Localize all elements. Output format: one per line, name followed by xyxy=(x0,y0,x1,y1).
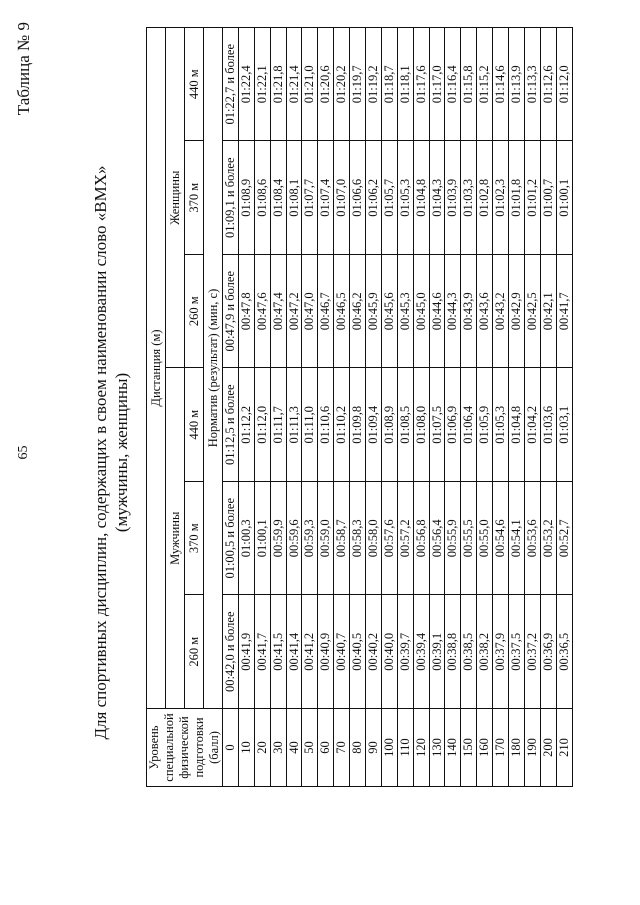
table-row xyxy=(366,28,382,787)
result-cell: 01:00,3 xyxy=(238,482,254,596)
header-distance-cell: 370 м xyxy=(185,141,204,255)
result-cell: 01:08,9 xyxy=(238,141,254,255)
header-row-norm xyxy=(204,28,223,787)
result-cell: 01:11,0 xyxy=(302,368,318,482)
result-cell: 01:00,5 и более xyxy=(223,482,239,596)
result-cell: 00:40,5 xyxy=(350,595,366,709)
result-cell: 01:01,2 xyxy=(524,141,540,255)
result-cell: 01:08,0 xyxy=(413,368,429,482)
table-row xyxy=(477,28,493,787)
level-cell: 50 xyxy=(302,709,318,787)
table-row xyxy=(524,28,540,787)
table-row xyxy=(509,28,525,787)
result-cell: 01:15,2 xyxy=(477,28,493,142)
table-row xyxy=(461,28,477,787)
result-cell: 01:13,3 xyxy=(524,28,540,142)
table-row xyxy=(286,28,302,787)
table-row xyxy=(223,28,239,787)
result-cell: 01:08,9 xyxy=(381,368,397,482)
result-cell: 01:22,4 xyxy=(238,28,254,142)
result-cell: 00:47,6 xyxy=(254,255,270,369)
result-cell: 01:04,8 xyxy=(509,368,525,482)
result-cell: 00:41,7 xyxy=(556,255,572,369)
result-cell: 01:02,3 xyxy=(493,141,509,255)
result-cell: 00:58,7 xyxy=(334,482,350,596)
header-row-distances xyxy=(185,28,204,787)
result-cell: 01:22,7 и более xyxy=(223,28,239,142)
result-cell: 00:47,2 xyxy=(286,255,302,369)
result-cell: 01:01,8 xyxy=(509,141,525,255)
result-cell: 01:21,0 xyxy=(302,28,318,142)
level-cell: 210 xyxy=(556,709,572,787)
level-cell: 190 xyxy=(524,709,540,787)
result-cell: 01:03,9 xyxy=(445,141,461,255)
level-cell: 170 xyxy=(493,709,509,787)
result-cell: 01:07,4 xyxy=(318,141,334,255)
result-cell: 00:42,0 и более xyxy=(223,595,239,709)
result-cell: 01:21,8 xyxy=(270,28,286,142)
level-cell: 120 xyxy=(413,709,429,787)
result-cell: 01:22,1 xyxy=(254,28,270,142)
result-cell: 00:47,4 xyxy=(270,255,286,369)
result-cell: 01:00,7 xyxy=(540,141,556,255)
result-cell: 00:55,0 xyxy=(477,482,493,596)
result-cell: 00:46,7 xyxy=(318,255,334,369)
result-cell: 00:39,4 xyxy=(413,595,429,709)
level-cell: 90 xyxy=(366,709,382,787)
level-cell: 70 xyxy=(334,709,350,787)
standards-table xyxy=(146,27,573,787)
result-cell: 01:21,4 xyxy=(286,28,302,142)
result-cell: 01:08,4 xyxy=(270,141,286,255)
level-cell: 180 xyxy=(509,709,525,787)
table-row xyxy=(556,28,572,787)
level-cell: 80 xyxy=(350,709,366,787)
result-cell: 00:40,9 xyxy=(318,595,334,709)
result-cell: 00:46,2 xyxy=(350,255,366,369)
result-cell: 00:44,6 xyxy=(429,255,445,369)
table-row xyxy=(254,28,270,787)
result-cell: 00:37,9 xyxy=(493,595,509,709)
result-cell: 01:11,7 xyxy=(270,368,286,482)
result-cell: 01:12,0 xyxy=(254,368,270,482)
result-cell: 00:55,5 xyxy=(461,482,477,596)
result-cell: 01:13,9 xyxy=(509,28,525,142)
result-cell: 01:15,8 xyxy=(461,28,477,142)
result-cell: 01:07,7 xyxy=(302,141,318,255)
result-cell: 00:54,1 xyxy=(509,482,525,596)
header-distance-cell: 260 м xyxy=(185,255,204,369)
result-cell: 01:05,3 xyxy=(493,368,509,482)
result-cell: 00:59,0 xyxy=(318,482,334,596)
result-cell: 01:12,2 xyxy=(238,368,254,482)
table-row xyxy=(381,28,397,787)
result-cell: 01:12,6 xyxy=(540,28,556,142)
table-row xyxy=(445,28,461,787)
result-cell: 00:53,2 xyxy=(540,482,556,596)
header-distance-cell: 440 м xyxy=(185,28,204,142)
table-row xyxy=(334,28,350,787)
result-cell: 01:07,0 xyxy=(334,141,350,255)
result-cell: 01:19,7 xyxy=(350,28,366,142)
result-cell: 01:04,8 xyxy=(413,141,429,255)
result-cell: 01:10,6 xyxy=(318,368,334,482)
level-cell: 100 xyxy=(381,709,397,787)
header-norm: Норматив (результат) (мин, с) xyxy=(204,28,223,709)
result-cell: 01:09,4 xyxy=(366,368,382,482)
header-level: Уровень специальной физической подготовки (балл) xyxy=(147,709,223,787)
table-row xyxy=(350,28,366,787)
result-cell: 00:40,0 xyxy=(381,595,397,709)
result-cell: 01:19,2 xyxy=(366,28,382,142)
table-row xyxy=(397,28,413,787)
result-cell: 00:45,6 xyxy=(381,255,397,369)
result-cell: 00:59,9 xyxy=(270,482,286,596)
result-cell: 01:06,9 xyxy=(445,368,461,482)
header-row-distance xyxy=(147,28,166,787)
table-row xyxy=(270,28,286,787)
result-cell: 00:42,9 xyxy=(509,255,525,369)
table-body xyxy=(223,28,573,787)
result-cell: 00:41,5 xyxy=(270,595,286,709)
header-distance-cell: 370 м xyxy=(185,482,204,596)
level-cell: 40 xyxy=(286,709,302,787)
result-cell: 00:47,0 xyxy=(302,255,318,369)
level-cell: 10 xyxy=(238,709,254,787)
level-cell: 150 xyxy=(461,709,477,787)
result-cell: 01:18,1 xyxy=(397,28,413,142)
result-cell: 01:12,5 и более xyxy=(223,368,239,482)
result-cell: 00:43,2 xyxy=(493,255,509,369)
result-cell: 00:56,4 xyxy=(429,482,445,596)
result-cell: 00:44,3 xyxy=(445,255,461,369)
result-cell: 00:45,9 xyxy=(366,255,382,369)
result-cell: 01:14,6 xyxy=(493,28,509,142)
result-cell: 00:40,2 xyxy=(366,595,382,709)
result-cell: 01:09,1 и более xyxy=(223,141,239,255)
heading-line-2: (мужчины, женщины) xyxy=(112,372,131,533)
table-caption: Таблица № 9 xyxy=(14,22,33,116)
result-cell: 00:39,1 xyxy=(429,595,445,709)
result-cell: 00:37,5 xyxy=(509,595,525,709)
result-cell: 00:47,8 xyxy=(238,255,254,369)
result-cell: 01:10,2 xyxy=(334,368,350,482)
result-cell: 00:36,9 xyxy=(540,595,556,709)
level-cell: 130 xyxy=(429,709,445,787)
result-cell: 00:45,0 xyxy=(413,255,429,369)
header-women: Женщины xyxy=(166,28,185,369)
result-cell: 00:39,7 xyxy=(397,595,413,709)
result-cell: 00:42,5 xyxy=(524,255,540,369)
header-row-gender xyxy=(166,28,185,787)
result-cell: 01:08,6 xyxy=(254,141,270,255)
table-row xyxy=(318,28,334,787)
result-cell: 01:05,9 xyxy=(477,368,493,482)
result-cell: 00:41,7 xyxy=(254,595,270,709)
result-cell: 00:59,6 xyxy=(286,482,302,596)
heading-line-1: Для спортивных дисциплин, содержащих в своем наименовании слово «ВМХ» xyxy=(91,165,110,740)
result-cell: 00:43,9 xyxy=(461,255,477,369)
result-cell: 00:40,7 xyxy=(334,595,350,709)
result-cell: 00:54,6 xyxy=(493,482,509,596)
result-cell: 01:18,7 xyxy=(381,28,397,142)
result-cell: 01:12,0 xyxy=(556,28,572,142)
level-cell: 60 xyxy=(318,709,334,787)
result-cell: 01:09,8 xyxy=(350,368,366,482)
result-cell: 00:52,7 xyxy=(556,482,572,596)
header-distance-cell: 440 м xyxy=(185,368,204,482)
result-cell: 01:02,8 xyxy=(477,141,493,255)
level-cell: 200 xyxy=(540,709,556,787)
result-cell: 01:04,2 xyxy=(524,368,540,482)
result-cell: 00:58,3 xyxy=(350,482,366,596)
result-cell: 01:06,6 xyxy=(350,141,366,255)
result-cell: 01:08,5 xyxy=(397,368,413,482)
result-cell: 00:41,4 xyxy=(286,595,302,709)
level-cell: 30 xyxy=(270,709,286,787)
page-number: 65 xyxy=(16,445,31,460)
result-cell: 01:05,3 xyxy=(397,141,413,255)
result-cell: 01:07,5 xyxy=(429,368,445,482)
level-cell: 110 xyxy=(397,709,413,787)
result-cell: 01:20,6 xyxy=(318,28,334,142)
level-cell: 140 xyxy=(445,709,461,787)
table-row xyxy=(238,28,254,787)
result-cell: 00:37,2 xyxy=(524,595,540,709)
result-cell: 01:17,0 xyxy=(429,28,445,142)
header-distance-cell: 260 м xyxy=(185,595,204,709)
result-cell: 01:16,4 xyxy=(445,28,461,142)
header-men: Мужчины xyxy=(166,368,185,709)
result-cell: 00:41,9 xyxy=(238,595,254,709)
result-cell: 01:11,3 xyxy=(286,368,302,482)
result-cell: 01:00,1 xyxy=(556,141,572,255)
result-cell: 00:47,9 и более xyxy=(223,255,239,369)
result-cell: 00:46,5 xyxy=(334,255,350,369)
result-cell: 01:17,6 xyxy=(413,28,429,142)
result-cell: 00:41,2 xyxy=(302,595,318,709)
result-cell: 00:55,9 xyxy=(445,482,461,596)
result-cell: 00:59,3 xyxy=(302,482,318,596)
result-cell: 00:53,6 xyxy=(524,482,540,596)
document-heading xyxy=(90,0,132,905)
result-cell: 01:08,1 xyxy=(286,141,302,255)
result-cell: 00:57,2 xyxy=(397,482,413,596)
result-cell: 01:00,1 xyxy=(254,482,270,596)
level-cell: 20 xyxy=(254,709,270,787)
result-cell: 01:03,3 xyxy=(461,141,477,255)
result-cell: 01:04,3 xyxy=(429,141,445,255)
result-cell: 00:56,8 xyxy=(413,482,429,596)
table-row xyxy=(413,28,429,787)
result-cell: 01:05,7 xyxy=(381,141,397,255)
level-cell: 160 xyxy=(477,709,493,787)
table-row xyxy=(493,28,509,787)
table-row xyxy=(429,28,445,787)
result-cell: 00:38,5 xyxy=(461,595,477,709)
result-cell: 01:20,2 xyxy=(334,28,350,142)
result-cell: 00:57,6 xyxy=(381,482,397,596)
result-cell: 00:42,1 xyxy=(540,255,556,369)
table-row xyxy=(540,28,556,787)
result-cell: 01:03,1 xyxy=(556,368,572,482)
header-distance: Дистанция (м) xyxy=(147,28,166,709)
table-row xyxy=(302,28,318,787)
result-cell: 00:36,5 xyxy=(556,595,572,709)
result-cell: 01:03,6 xyxy=(540,368,556,482)
result-cell: 00:43,6 xyxy=(477,255,493,369)
result-cell: 00:45,3 xyxy=(397,255,413,369)
result-cell: 00:58,0 xyxy=(366,482,382,596)
result-cell: 00:38,2 xyxy=(477,595,493,709)
result-cell: 01:06,4 xyxy=(461,368,477,482)
result-cell: 01:06,2 xyxy=(366,141,382,255)
result-cell: 00:38,8 xyxy=(445,595,461,709)
level-cell: 0 xyxy=(223,709,239,787)
